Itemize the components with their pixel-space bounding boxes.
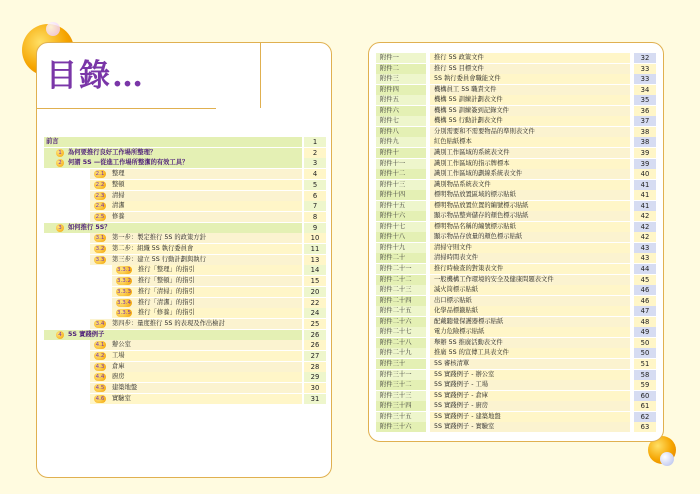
section-number-bullet: 3.3.3	[117, 288, 131, 295]
toc-row[interactable]	[44, 351, 326, 361]
appendix-page-number: 48	[634, 317, 656, 327]
toc-entry-text: 前言	[46, 138, 59, 145]
appendix-row[interactable]	[376, 401, 656, 411]
toc-page-number: 2	[304, 148, 326, 158]
appendix-title: 機構員工 5S 職責文件	[430, 85, 630, 95]
appendix-title: 識別工作區域的劃線系統表文件	[430, 169, 630, 179]
appendix-title: 標明物品放置區域的標示貼紙	[430, 190, 630, 200]
toc-entry-text: 第四步：量度推行 5S 的表現及作出檢討	[112, 319, 225, 327]
appendix-page-number: 38	[634, 137, 656, 147]
appendix-page-number: 42	[634, 211, 656, 221]
appendix-title: 配戴聽覺保護器標示貼紙	[430, 317, 630, 327]
toc-entry-text: 第一步：製定推行 5S 的政策方針	[112, 234, 206, 242]
appendix-label: 附件十二	[376, 169, 426, 179]
toc-page-number: 5	[304, 180, 326, 190]
toc-row[interactable]	[44, 319, 326, 329]
appendix-row[interactable]	[376, 391, 656, 401]
appendix-page-number: 37	[634, 116, 656, 126]
toc-entry-text: 實驗室	[112, 394, 131, 402]
appendix-page-number: 59	[634, 380, 656, 390]
toc-entry-text: 清掃	[112, 191, 125, 199]
section-number-bullet: 2.2	[95, 181, 105, 188]
toc-entry-text: 清潔	[112, 202, 125, 210]
toc-row[interactable]	[44, 362, 326, 372]
appendix-row[interactable]	[376, 116, 656, 126]
toc-page-number: 1	[304, 137, 326, 147]
toc-page-number: 20	[304, 287, 326, 297]
toc-entry-text: 工場	[112, 352, 125, 359]
appendix-page-number: 46	[634, 285, 656, 295]
toc-page-number: 22	[304, 298, 326, 308]
appendix-row[interactable]	[376, 412, 656, 422]
toc-page-number: 27	[304, 351, 326, 361]
appendix-row[interactable]	[376, 64, 656, 74]
appendix-page-number: 42	[634, 222, 656, 232]
appendix-page-number: 63	[634, 422, 656, 432]
appendix-page-number: 61	[634, 401, 656, 411]
appendix-label: 附件六	[376, 106, 426, 116]
appendix-row[interactable]	[376, 137, 656, 147]
appendix-page-number: 43	[634, 253, 656, 263]
appendix-label: 附件二十	[376, 253, 426, 263]
appendix-label: 附件二十七	[376, 327, 426, 337]
appendix-title: 識別工作區域的系統表文件	[430, 148, 630, 158]
toc-row[interactable]	[44, 223, 326, 233]
appendix-page-number: 43	[634, 243, 656, 253]
appendix-title: 5S 執行委員會職能文件	[430, 74, 630, 84]
section-number-bullet: 3.3.4	[117, 299, 131, 306]
appendix-label: 附件三十四	[376, 401, 426, 411]
toc-row[interactable]	[44, 180, 326, 190]
toc-page-number: 11	[304, 244, 326, 254]
toc-page-number: 29	[304, 372, 326, 382]
toc-row[interactable]	[44, 233, 326, 243]
appendix-label: 附件十六	[376, 211, 426, 221]
appendix-row[interactable]	[376, 127, 656, 137]
section-number-bullet: 3.3.2	[117, 278, 131, 285]
appendix-title: 機構 5S 行動計劃表文件	[430, 116, 630, 126]
toc-page-number: 31	[304, 394, 326, 404]
appendix-page-number: 46	[634, 296, 656, 306]
toc-row[interactable]	[44, 287, 326, 297]
appendix-label: 附件三十六	[376, 422, 426, 432]
appendix-label: 附件五	[376, 95, 426, 105]
appendix-label: 附件二十六	[376, 317, 426, 327]
appendix-title: 5S 實踐例子 - 倉庫	[430, 391, 630, 401]
appendix-label: 附件三十二	[376, 380, 426, 390]
toc-row[interactable]	[44, 212, 326, 222]
toc-row[interactable]	[44, 244, 326, 254]
appendix-row[interactable]	[376, 359, 656, 369]
section-number-bullet: 3.3	[95, 256, 105, 263]
appendix-label: 附件三十一	[376, 370, 426, 380]
toc-page-number: 28	[304, 362, 326, 372]
appendix-title: 識別工作區域的指示牌標本	[430, 159, 630, 169]
toc-page-number: 24	[304, 308, 326, 318]
section-number-bullet: 4.1	[95, 342, 105, 349]
appendix-title: 推行 5S 政策文件	[430, 53, 630, 63]
appendix-page-number: 35	[634, 95, 656, 105]
appendix-title: 機構 5S 訓練計劃表文件	[430, 95, 630, 105]
toc-row[interactable]	[44, 298, 326, 308]
toc-entry-text: 整理	[112, 170, 125, 178]
toc-page-number: 25	[304, 319, 326, 329]
toc-page-number: 14	[304, 265, 326, 275]
toc-entry-text: 整頓	[112, 180, 125, 188]
appendix-row[interactable]	[376, 159, 656, 169]
appendix-row[interactable]	[376, 306, 656, 316]
section-number-bullet: 3.1	[95, 235, 105, 242]
appendix-label: 附件十	[376, 148, 426, 158]
appendix-row[interactable]	[376, 190, 656, 200]
toc-row[interactable]	[44, 137, 326, 147]
appendix-label: 附件十四	[376, 190, 426, 200]
toc-row[interactable]	[44, 394, 326, 404]
appendix-title: 5S 審核清單	[430, 359, 630, 369]
appendix-page-number: 33	[634, 64, 656, 74]
appendix-row[interactable]	[376, 253, 656, 263]
section-number-bullet: 2.3	[95, 192, 105, 199]
appendix-row[interactable]	[376, 243, 656, 253]
title-rule	[36, 108, 216, 109]
appendix-title: 標明物品放置位置的編號標示貼紙	[430, 201, 630, 211]
section-number-bullet: 3	[56, 224, 64, 232]
appendix-title: 電力危險標示貼紙	[430, 327, 630, 337]
toc-row[interactable]	[44, 191, 326, 201]
appendix-page-number: 50	[634, 338, 656, 348]
toc-row[interactable]	[44, 383, 326, 393]
toc-page-number: 6	[304, 191, 326, 201]
section-number-bullet: 4.2	[95, 353, 105, 359]
appendix-label: 附件十五	[376, 201, 426, 211]
section-number-bullet: 4.3	[95, 363, 105, 370]
appendix-title: 出口標示貼紙	[430, 296, 630, 306]
appendix-row[interactable]	[376, 201, 656, 211]
appendix-title: 一般機構工作環境的安全及健康問題表文件	[430, 275, 630, 285]
section-number-bullet: 2	[56, 159, 64, 167]
appendix-row[interactable]	[376, 95, 656, 105]
appendix-page-number: 58	[634, 370, 656, 380]
toc-row[interactable]	[44, 265, 326, 275]
appendix-title: 推行 5S 目標文件	[430, 64, 630, 74]
appendix-row[interactable]	[376, 211, 656, 221]
toc-entry-text: 推行「清掃」的指引	[138, 287, 195, 295]
section-number-bullet: 2.5	[95, 213, 105, 220]
appendix-row[interactable]	[376, 148, 656, 158]
toc-entry-text: 推行「整頓」的指引	[138, 277, 195, 285]
decor-orb-bottom-small	[660, 452, 674, 466]
appendix-title: 清掃守則文件	[430, 243, 630, 253]
toc-row[interactable]	[44, 340, 326, 350]
toc-entry-text: 修養	[112, 212, 125, 220]
appendix-page-number: 36	[634, 106, 656, 116]
appendix-title: 5S 實踐例子 - 辦公室	[430, 370, 630, 380]
appendix-title: 標明物品名稱的編號標示貼紙	[430, 222, 630, 232]
toc-page-number: 26	[304, 330, 326, 340]
appendix-row[interactable]	[376, 380, 656, 390]
appendix-page-number: 41	[634, 180, 656, 190]
appendix-row[interactable]	[376, 264, 656, 274]
appendix-label: 附件十八	[376, 232, 426, 242]
toc-page-number: 26	[304, 340, 326, 350]
toc-row[interactable]	[44, 148, 326, 158]
appendix-page-number: 39	[634, 148, 656, 158]
appendix-page-number: 39	[634, 159, 656, 169]
toc-page-number: 8	[304, 212, 326, 222]
toc-row[interactable]	[44, 308, 326, 318]
appendix-title: 推行時檢查的對策表文件	[430, 264, 630, 274]
appendix-page-number: 49	[634, 327, 656, 337]
appendix-row[interactable]	[376, 106, 656, 116]
toc-row[interactable]	[44, 276, 326, 286]
toc-entry-text: 第三步：建立 5S 行動計劃與執行	[112, 255, 206, 263]
appendix-label: 附件二	[376, 64, 426, 74]
appendix-row[interactable]	[376, 222, 656, 232]
appendix-title: 5S 實踐例子 - 廚房	[430, 401, 630, 411]
row-band	[44, 137, 302, 147]
section-number-bullet: 3.4	[95, 320, 105, 327]
appendix-title: 清掃時間表文件	[430, 253, 630, 263]
appendix-label: 附件十九	[376, 243, 426, 253]
toc-row[interactable]	[44, 255, 326, 265]
appendix-title: 機構 5S 訓練簽到記錄文件	[430, 106, 630, 116]
appendix-page-number: 34	[634, 85, 656, 95]
toc-row[interactable]	[44, 372, 326, 382]
toc-entry-text: 如何推行 5S？	[68, 223, 111, 231]
section-number-bullet: 3.3.5	[117, 310, 131, 317]
toc-entry-text: 廚房	[112, 373, 125, 381]
appendix-title: 推廣 5S 的宣傳工具表文件	[430, 348, 630, 358]
decor-orb-small	[46, 22, 60, 36]
section-number-bullet: 2.1	[95, 171, 105, 178]
appendix-row[interactable]	[376, 74, 656, 84]
toc-row[interactable]	[44, 201, 326, 211]
section-number-bullet: 3.3.1	[117, 267, 131, 274]
appendix-page-number: 50	[634, 348, 656, 358]
appendix-label: 附件十三	[376, 180, 426, 190]
appendix-title: 5S 實踐例子 - 建築地盤	[430, 412, 630, 422]
toc-page-number: 15	[304, 276, 326, 286]
appendix-label: 附件二十三	[376, 285, 426, 295]
appendix-title: 紅色貼紙標本	[430, 137, 630, 147]
appendix-row[interactable]	[376, 85, 656, 95]
appendix-row[interactable]	[376, 169, 656, 179]
toc-page-number: 7	[304, 201, 326, 211]
appendix-page-number: 41	[634, 201, 656, 211]
appendix-row[interactable]	[376, 180, 656, 190]
appendix-label: 附件二十九	[376, 348, 426, 358]
appendix-title: 顯示物品存放量的顏色標示貼紙	[430, 232, 630, 242]
appendix-row[interactable]	[376, 317, 656, 327]
toc-entry-text: 為何要推行良好工作場所整理？	[68, 148, 157, 156]
appendix-title: 化學品標籤貼紙	[430, 306, 630, 316]
appendix-row[interactable]	[376, 53, 656, 63]
appendix-page-number: 44	[634, 264, 656, 274]
section-number-bullet: 2.4	[95, 203, 105, 210]
appendix-label: 附件三十	[376, 359, 426, 369]
toc-page-number: 30	[304, 383, 326, 393]
appendix-label: 附件三十五	[376, 412, 426, 422]
appendix-page-number: 42	[634, 232, 656, 242]
toc-page-number: 10	[304, 233, 326, 243]
toc-entry-text: 建築地盤	[112, 384, 138, 392]
appendix-row[interactable]	[376, 338, 656, 348]
appendix-title: 顯示物品整齊儲存的顏色標示貼紙	[430, 211, 630, 221]
toc-page-number: 4	[304, 169, 326, 179]
toc-row[interactable]	[44, 169, 326, 179]
appendix-page-number: 41	[634, 190, 656, 200]
toc-page-number: 9	[304, 223, 326, 233]
appendix-label: 附件二十四	[376, 296, 426, 306]
toc-entry-text: 推行「整理」的指引	[138, 266, 195, 274]
appendix-label: 附件四	[376, 85, 426, 95]
appendix-page-number: 51	[634, 359, 656, 369]
appendix-page-number: 38	[634, 127, 656, 137]
appendix-row[interactable]	[376, 348, 656, 358]
appendix-label: 附件一	[376, 53, 426, 63]
appendix-label: 附件九	[376, 137, 426, 147]
appendix-row[interactable]	[376, 285, 656, 295]
section-number-bullet: 4.6	[95, 395, 105, 402]
appendix-page-number: 45	[634, 275, 656, 285]
toc-entry-text: 第二步：組織 5S 執行委員會	[112, 245, 194, 252]
toc-row[interactable]	[44, 330, 326, 340]
section-number-bullet: 4.5	[95, 385, 105, 392]
appendix-title: 5S 實踐例子 - 實驗室	[430, 422, 630, 432]
toc-page-number: 3	[304, 158, 326, 168]
appendix-page-number: 62	[634, 412, 656, 422]
toc-page-number: 13	[304, 255, 326, 265]
appendix-row[interactable]	[376, 327, 656, 337]
appendix-label: 附件十一	[376, 159, 426, 169]
section-number-bullet: 4	[56, 331, 64, 339]
appendix-title: 5S 實踐例子 - 工場	[430, 380, 630, 390]
toc-entry-text: 推行「修養」的指引	[138, 309, 195, 317]
toc-entry-text: 5S 實踐例子	[68, 330, 105, 338]
appendix-label: 附件二十八	[376, 338, 426, 348]
toc-entry-text: 辦公室	[112, 341, 131, 349]
appendix-label: 附件二十二	[376, 275, 426, 285]
title-divider	[260, 42, 261, 108]
appendix-row[interactable]	[376, 232, 656, 242]
section-number-bullet: 3.2	[95, 246, 105, 252]
toc-entry-text: 倉庫	[112, 362, 125, 370]
page-title: 目錄…	[46, 58, 145, 94]
toc-row[interactable]	[44, 158, 326, 168]
appendix-title: 舉辦 5S 推廣活動表文件	[430, 338, 630, 348]
appendix-row[interactable]	[376, 370, 656, 380]
appendix-page-number: 33	[634, 74, 656, 84]
appendix-label: 附件三	[376, 74, 426, 84]
appendix-page-number: 47	[634, 306, 656, 316]
section-number-bullet: 4.4	[95, 374, 105, 381]
appendix-row[interactable]	[376, 422, 656, 432]
appendix-page-number: 32	[634, 53, 656, 63]
appendix-title: 滅火筒標示貼紙	[430, 285, 630, 295]
section-number-bullet: 1	[56, 149, 64, 157]
appendix-page-number: 60	[634, 391, 656, 401]
appendix-label: 附件八	[376, 127, 426, 137]
appendix-label: 附件十七	[376, 222, 426, 232]
appendix-title: 識別物品系統表文件	[430, 180, 630, 190]
appendix-label: 附件二十一	[376, 264, 426, 274]
appendix-label: 附件三十三	[376, 391, 426, 401]
appendix-row[interactable]	[376, 296, 656, 306]
appendix-page-number: 40	[634, 169, 656, 179]
toc-entry-text: 推行「清潔」的指引	[138, 298, 195, 306]
appendix-label: 附件二十五	[376, 306, 426, 316]
appendix-label: 附件七	[376, 116, 426, 126]
appendix-title: 分別需要和不需要物品的準則表文件	[430, 127, 630, 137]
toc-entry-text: 何謂 5S —從進工作場所整潔的有效工具？	[68, 159, 189, 167]
appendix-row[interactable]	[376, 275, 656, 285]
